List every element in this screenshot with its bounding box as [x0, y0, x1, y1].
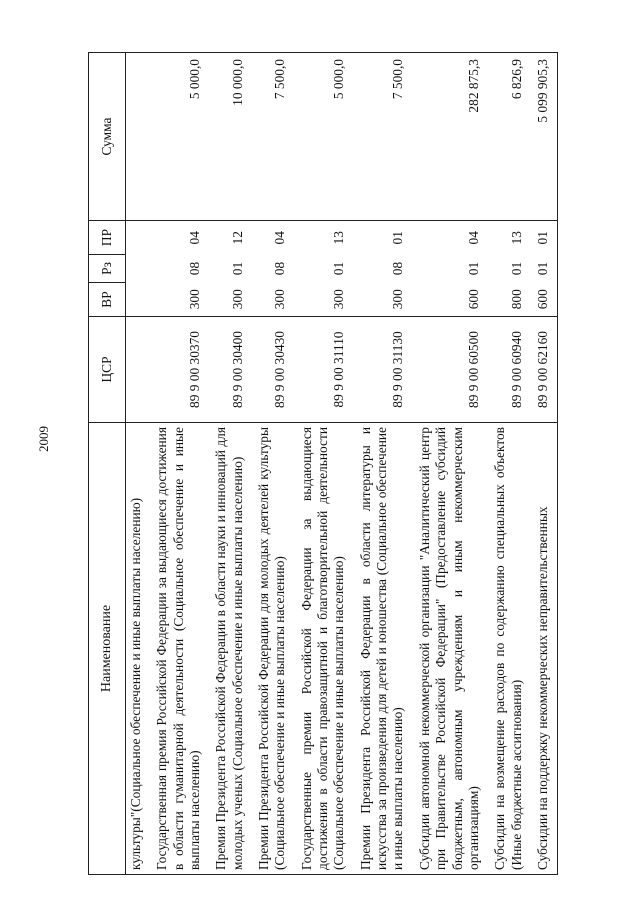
row-vr: 300 — [229, 289, 245, 310]
table-row — [150, 53, 209, 875]
row-rz: 01 — [508, 261, 524, 276]
row-name: Государственная премия Российской Федерации за выдающиеся достижения в области гуманитарной деятельности (Социальное обеспечение и иные выплаты населению) — [150, 423, 209, 875]
row-csr: 89 9 00 31110 — [295, 317, 354, 423]
row-rz: 01 — [465, 261, 481, 276]
row-sum: 7 500,0 — [252, 53, 295, 221]
row-pr: 04 — [187, 231, 203, 245]
table-row — [209, 53, 252, 875]
row-csr: 89 9 00 30430 — [252, 317, 295, 423]
row-csr: 89 9 00 31130 — [354, 317, 413, 423]
row-pr: 01 — [531, 221, 558, 255]
row-pr: 01 — [390, 231, 406, 245]
row-rz: 01 — [331, 261, 347, 276]
column-header-pr: ПР — [89, 221, 126, 255]
row-name: культуры"(Социальное обеспечение и иные выплаты населению) — [126, 423, 151, 875]
row-vr: 800 — [508, 289, 524, 310]
rotated-page-content — [88, 53, 608, 875]
row-vr: 300 — [331, 289, 347, 310]
row-pr: 12 — [229, 231, 245, 245]
row-name: Государственные премии Российской Федерации за выдающиеся достижения в области правозащитной и благотворительной деятельности (Социальное обеспечение и иные выплаты населению) — [295, 423, 354, 875]
table-row — [126, 53, 151, 875]
table-row — [488, 53, 531, 875]
row-sum: 10 000,0 — [209, 53, 252, 221]
row-vr — [126, 283, 151, 317]
row-pr — [126, 221, 151, 255]
table-row — [354, 53, 413, 875]
column-header-name: Наименование — [89, 423, 126, 875]
page-number: 2009 — [36, 426, 51, 452]
row-sum — [126, 53, 151, 221]
column-header-sum: Сумма — [89, 53, 126, 221]
row-pr: 04 — [272, 231, 288, 245]
table-header-row — [89, 53, 126, 875]
row-name: Субсидии на поддержку некоммерческих неправительственных — [531, 423, 558, 875]
column-header-csr: ЦСР — [89, 317, 126, 423]
row-pr: 04 — [465, 231, 481, 245]
row-sum: 7 500,0 — [354, 53, 413, 221]
row-rz: 08 — [272, 261, 288, 276]
row-sum: 282 875,3 — [413, 53, 488, 221]
row-vr: 300 — [187, 289, 203, 310]
budget-table — [88, 52, 558, 875]
row-rz: 08 — [187, 261, 203, 276]
table-row — [531, 53, 558, 875]
row-rz: 01 — [229, 261, 245, 276]
row-name: Субсидии автономной некоммерческой организации "Аналитический центр при Правительстве Российской Федерации" (Предоставление субсидий бюджетным, автономным учреждениям и иным некоммерческим организациям) — [413, 423, 488, 875]
row-vr: 600 — [465, 289, 481, 310]
row-rz — [126, 255, 151, 283]
row-rz: 08 — [390, 261, 406, 276]
row-pr: 13 — [331, 231, 347, 245]
row-sum: 6 826,9 — [488, 53, 531, 221]
row-sum: 5 000,0 — [150, 53, 209, 221]
row-vr: 300 — [272, 289, 288, 310]
table-row — [252, 53, 295, 875]
column-header-vr: ВР — [89, 283, 126, 317]
row-vr: 600 — [531, 283, 558, 317]
row-name: Премии Президента Российской Федерации в области литературы и искусства за произведения для детей и юношества (Социальное обеспечение и иные выплаты населению) — [354, 423, 413, 875]
table-row — [413, 53, 488, 875]
row-csr: 89 9 00 62160 — [531, 317, 558, 423]
row-sum: 5 099 905,3 — [531, 53, 558, 221]
row-name: Премии Президента Российской Федерации для молодых деятелей культуры (Социальное обеспечение и иные выплаты населению) — [252, 423, 295, 875]
row-csr: 89 9 00 30370 — [150, 317, 209, 423]
row-rz: 01 — [531, 255, 558, 283]
row-pr: 13 — [508, 231, 524, 245]
column-header-rz: Рз — [89, 255, 126, 283]
row-csr: 89 9 00 30400 — [209, 317, 252, 423]
row-sum: 5 000,0 — [295, 53, 354, 221]
row-name: Премия Президента Российской Федерации в области науки и инноваций для молодых ученых (Социальное обеспечение и иные выплаты населению) — [209, 423, 252, 875]
row-vr: 300 — [390, 289, 406, 310]
row-name: Субсидии на возмещение расходов по содержанию специальных объектов (Иные бюджетные ассигнования) — [488, 423, 531, 875]
table-row — [295, 53, 354, 875]
row-csr: 89 9 00 60940 — [488, 317, 531, 423]
row-csr — [126, 317, 151, 423]
row-csr: 89 9 00 60500 — [413, 317, 488, 423]
